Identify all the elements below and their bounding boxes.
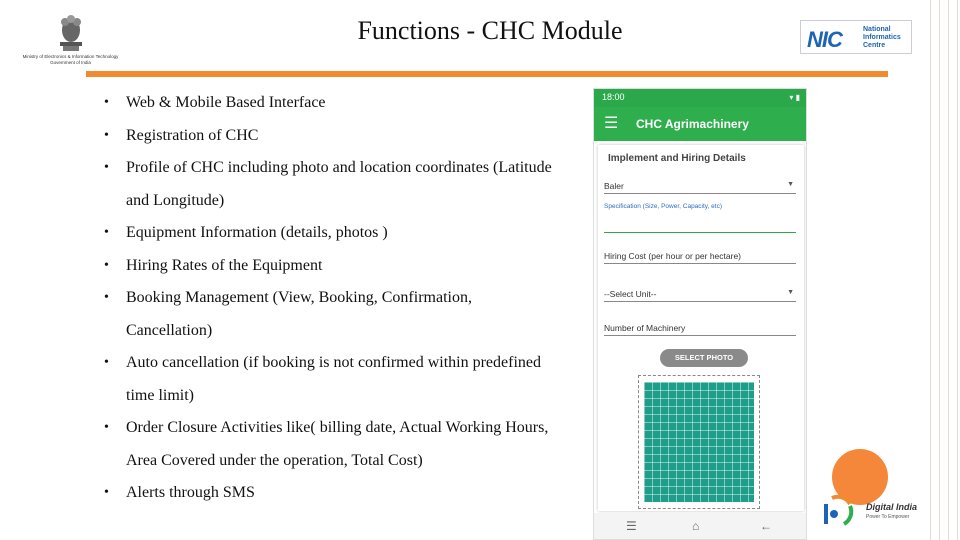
nic-logo-line: National [863, 26, 891, 33]
emblem-icon [54, 12, 88, 52]
government-emblem-logo [18, 12, 123, 66]
page-title: Functions - CHC Module [357, 16, 623, 45]
list-item: • Profile of CHC including photo and location coordinates (Latitude [104, 152, 604, 185]
specification-hint: Specification (Size, Power, Capacity, etc) [604, 203, 723, 210]
list-item: • Alerts through SMS [104, 477, 604, 510]
list-item: • Booking Management (View, Booking, Confirmation, [104, 282, 604, 315]
card-heading: Implement and Hiring Details [608, 153, 746, 164]
list-item: • Order Closure Activities like( billing date, Actual Working Hours, [104, 412, 604, 445]
app-title: CHC Agrimachinery [636, 117, 749, 131]
list-item: • Web & Mobile Based Interface [104, 87, 604, 120]
nic-logo-mark: NIC [807, 27, 842, 52]
ministry-text: Ministry of Electronics & Information Technology Government of India [22, 54, 119, 65]
list-item-continuation: Cancellation) [126, 321, 213, 339]
digital-india-logo [818, 494, 922, 530]
header-divider [86, 71, 888, 77]
list-item-continuation: Area Covered under the operation, Total Cost) [126, 451, 423, 469]
list-item: • Hiring Rates of the Equipment [104, 250, 604, 283]
implement-select[interactable] [604, 181, 796, 194]
machinery-label: Number of Machinery [604, 323, 686, 333]
nic-logo-text [863, 26, 901, 50]
app-bar [594, 107, 807, 141]
hiring-cost-input[interactable] [604, 251, 796, 264]
list-item: • Equipment Information (details, photos ) [104, 217, 604, 250]
nic-logo-line: Informatics [863, 34, 901, 41]
nic-logo-line: Centre [863, 42, 886, 49]
unit-select-value: --Select Unit-- [604, 289, 657, 299]
list-item-continuation: and Longitude) [126, 191, 225, 209]
digital-india-mark-icon [818, 494, 858, 530]
hiring-cost-label: Hiring Cost (per hour or per hectare) [604, 251, 742, 261]
nic-logo [800, 20, 912, 54]
photo-preview-frame [638, 375, 760, 509]
list-item: • Registration of CHC [104, 120, 604, 153]
list-item: • Auto cancellation (if booking is not confirmed within predefined [104, 347, 604, 380]
digital-india-tagline: Power To Empower [866, 514, 910, 520]
implement-value: Baler [604, 181, 624, 191]
phone-status-bar [594, 89, 807, 107]
photo-preview-image [644, 382, 754, 502]
recent-apps-icon[interactable]: ☰ [626, 519, 637, 533]
digital-india-title: Digital India [866, 502, 918, 512]
select-photo-button[interactable]: SELECT PHOTO [660, 349, 748, 367]
mobile-app-screenshot [593, 88, 807, 540]
machinery-count-input[interactable] [604, 323, 796, 336]
back-icon[interactable]: ← [760, 519, 772, 533]
unit-select[interactable] [604, 289, 796, 302]
dropdown-arrow-icon: ▼ [787, 181, 794, 188]
status-time: 18:00 [602, 92, 625, 102]
home-icon[interactable]: ⌂ [692, 519, 700, 533]
specification-input[interactable] [604, 203, 796, 233]
hamburger-menu-icon[interactable]: ☰ [604, 115, 619, 132]
android-nav-bar [594, 513, 807, 540]
list-item-continuation: time limit) [126, 386, 194, 404]
status-icons: ▾ ▮ [789, 93, 800, 102]
dropdown-arrow-icon: ▼ [787, 289, 794, 296]
hiring-details-card [598, 145, 804, 511]
decorative-stripes [926, 0, 960, 540]
feature-list [104, 87, 604, 510]
